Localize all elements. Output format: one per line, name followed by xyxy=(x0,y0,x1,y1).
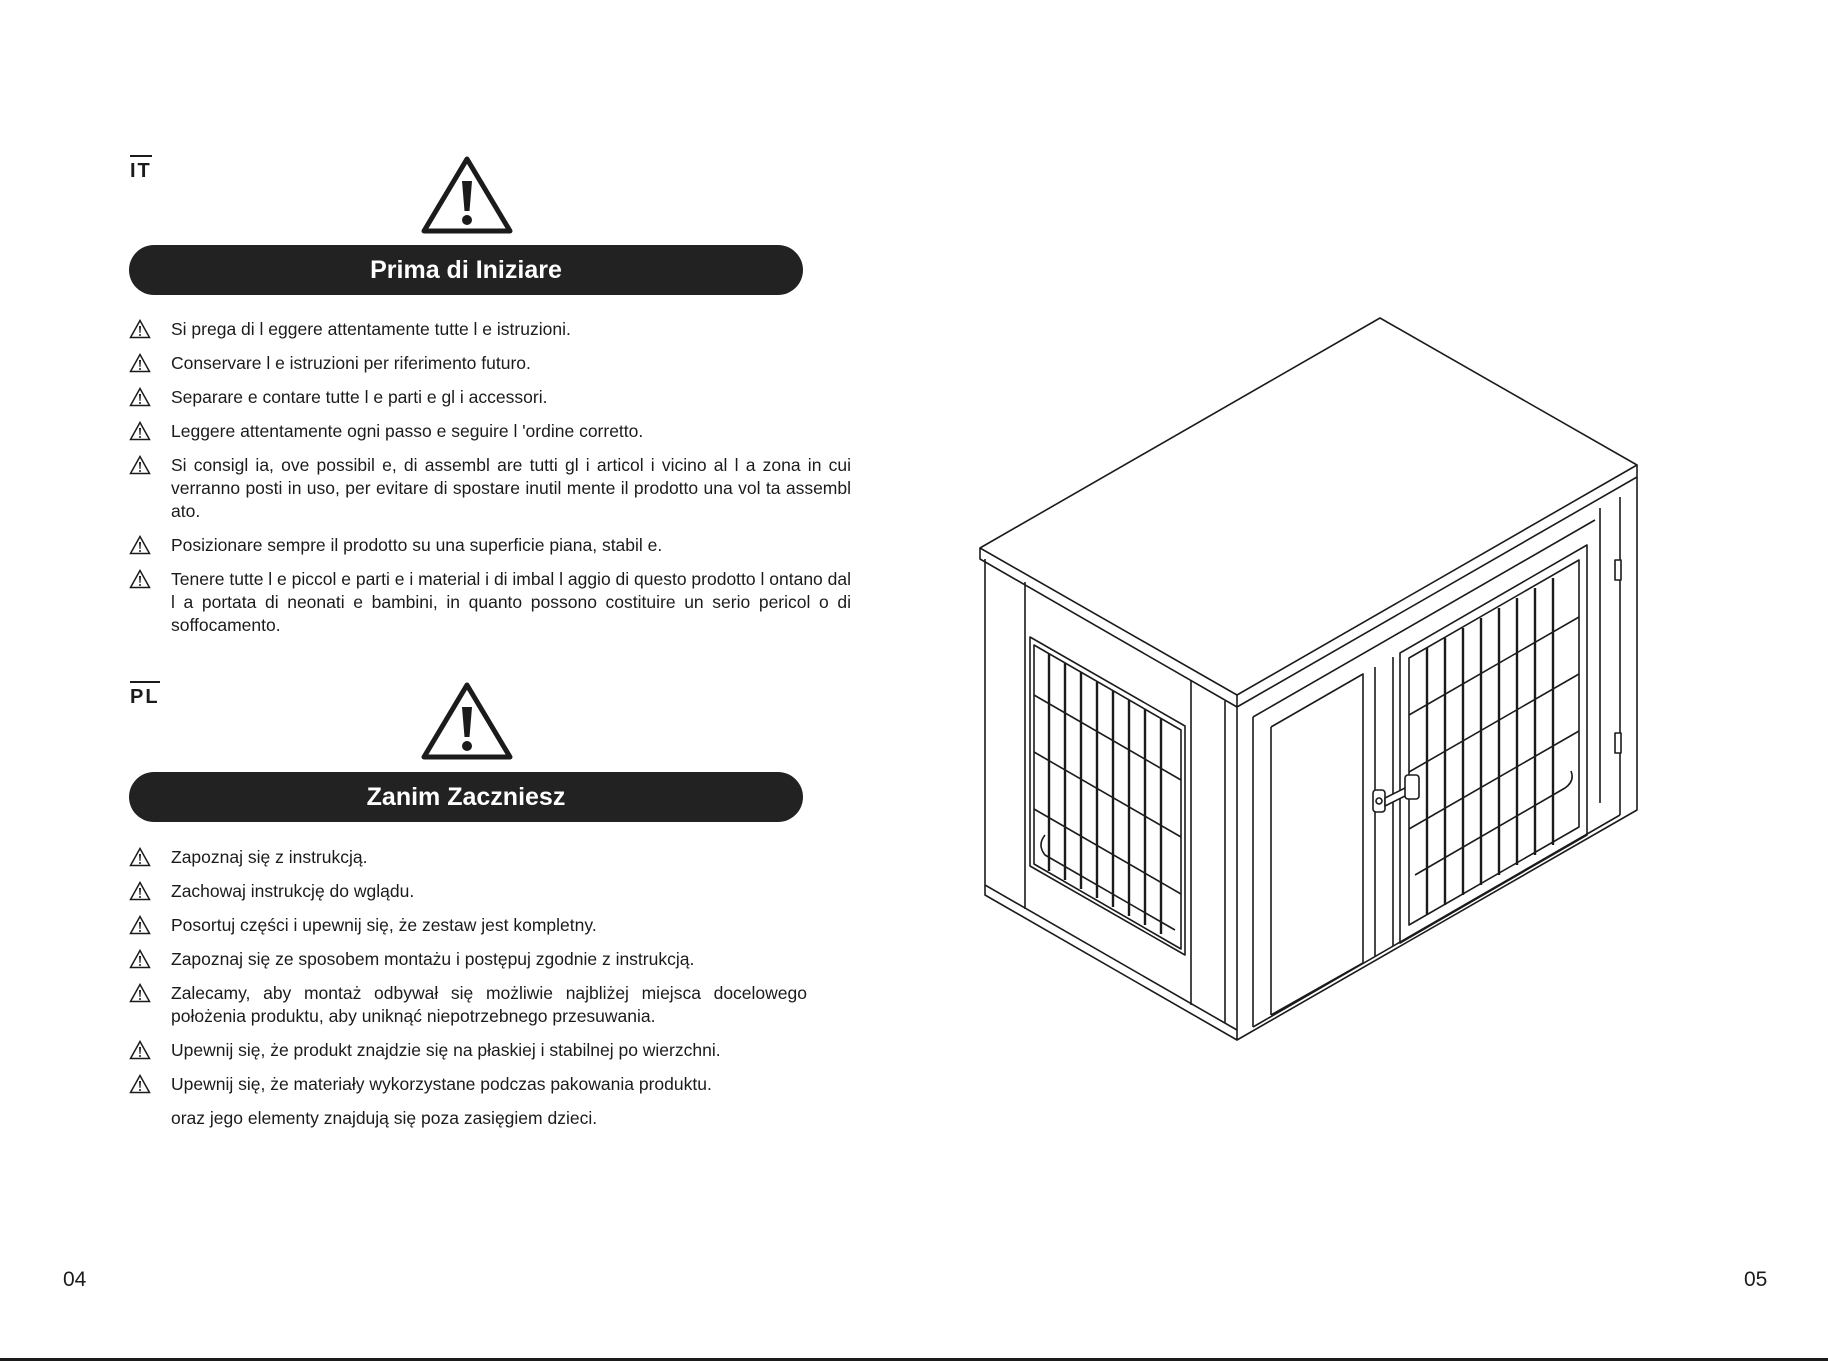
list-item-continuation: oraz jego elementy znajdują się poza zasięgiem dzieci. xyxy=(171,1108,598,1128)
instruction-list-pl xyxy=(129,846,807,1141)
list-item: Posizionare sempre il prodotto su una superficie piana, stabil e. xyxy=(129,534,851,557)
warning-triangle-icon xyxy=(129,353,151,373)
dog-crate-illustration xyxy=(975,315,1655,1045)
warning-triangle-icon xyxy=(129,915,151,935)
warning-triangle-icon xyxy=(129,983,151,1003)
list-item: Zapoznaj się z instrukcją. xyxy=(129,846,807,869)
warning-triangle-icon xyxy=(129,455,151,475)
warning-triangle-icon xyxy=(129,569,151,589)
warning-triangle-icon xyxy=(129,881,151,901)
warning-triangle-icon xyxy=(129,319,151,339)
instruction-list-it xyxy=(129,318,851,648)
warning-triangle-icon xyxy=(129,421,151,441)
warning-triangle-icon xyxy=(129,387,151,407)
warning-triangle-icon xyxy=(129,949,151,969)
list-item: Tenere tutte l e piccol e parti e i material i di imbal l aggio di questo prodotto l ontano dal l a portata di neonati e bambini, in quanto possono costituire un serio pericol o di soffocamento. xyxy=(129,568,851,637)
page-number-left: 04 xyxy=(63,1268,87,1291)
page-number-right: 05 xyxy=(1744,1268,1768,1291)
warning-triangle-icon xyxy=(420,155,514,235)
list-item: Si consigl ia, ove possibil e, di assembl are tutti gl i articol i vicino al l a zona in cui verranno posti in uso, per evitare di spostare inutil mente il prodotto una vol ta assembl ato. xyxy=(129,454,851,523)
list-item: Zalecamy, aby montaż odbywał się możliwie najbliżej miejsca docelowego położenia produktu, aby uniknąć niepotrzebnego przesuwania. xyxy=(129,982,807,1028)
section-banner-pl: Zanim Zaczniesz xyxy=(129,772,803,822)
list-item: Separare e contare tutte l e parti e gl i accessori. xyxy=(129,386,851,409)
warning-triangle-icon xyxy=(129,1074,151,1094)
warning-triangle-icon xyxy=(129,847,151,867)
list-item: Conservare l e istruzioni per riferimento futuro. xyxy=(129,352,851,375)
language-tag-it: IT xyxy=(130,155,152,181)
list-item: Zapoznaj się ze sposobem montażu i postępuj zgodnie z instrukcją. xyxy=(129,948,807,971)
list-item: Upewnij się, że produkt znajdzie się na płaskiej i stabilnej po wierzchni. xyxy=(129,1039,807,1062)
warning-triangle-icon xyxy=(129,1040,151,1060)
list-item: Si prega di l eggere attentamente tutte l e istruzioni. xyxy=(129,318,851,341)
section-banner-it: Prima di Iniziare xyxy=(129,245,803,295)
warning-triangle-icon xyxy=(420,681,514,761)
list-item: Zachowaj instrukcję do wglądu. xyxy=(129,880,807,903)
list-item: Upewnij się, że materiały wykorzystane podczas pakowania produktu. xyxy=(129,1073,807,1096)
list-item: Leggere attentamente ogni passo e seguire l 'ordine corretto. xyxy=(129,420,851,443)
warning-triangle-icon xyxy=(129,535,151,555)
language-tag-pl: PL xyxy=(130,681,160,707)
list-item: Posortuj części i upewnij się, że zestaw jest kompletny. xyxy=(129,914,807,937)
